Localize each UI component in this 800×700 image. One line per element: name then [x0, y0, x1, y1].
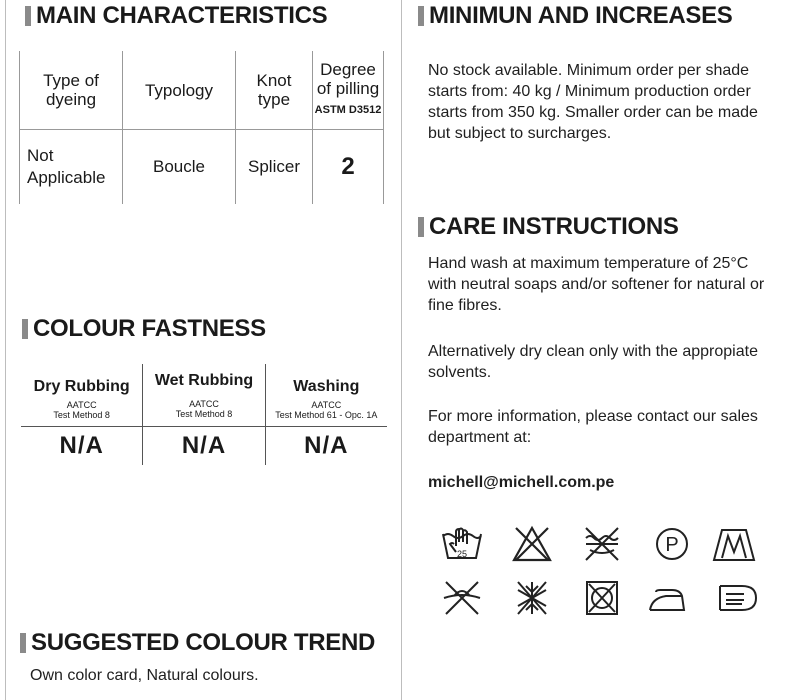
- fastness-dry-rubbing: Dry Rubbing AATCC Test Method 8 N/A: [21, 364, 142, 465]
- col-knot: Knot type: [236, 51, 313, 130]
- contact-email[interactable]: michell@michell.com.pe: [428, 474, 615, 491]
- colour-trend-heading: SUGGESTED COLOUR TREND: [20, 629, 375, 657]
- heading-bar: [22, 319, 28, 339]
- value-pilling: 2: [313, 130, 384, 205]
- no-steam-icon: [712, 524, 756, 564]
- fastness-value: N/A: [304, 432, 349, 459]
- iron-low-icon: [646, 578, 690, 618]
- care-heading: CARE INSTRUCTIONS: [418, 213, 679, 241]
- col-dyeing: Type of dyeing: [20, 51, 123, 130]
- minimum-text: No stock available. Minimum order per shade starts from: 40 kg / Minimum production order starts from 350 kg. Smaller order can be made but subject to surcharges.: [428, 62, 758, 142]
- colour-fastness-table: [21, 364, 387, 465]
- no-bleach-icon: [510, 524, 554, 564]
- minimum-heading: MINIMUN AND INCREASES: [418, 2, 733, 30]
- page-border-left: [5, 0, 6, 700]
- svg-text:P: P: [665, 534, 679, 556]
- fastness-value: N/A: [59, 432, 104, 459]
- hand-wash-icon: [440, 524, 484, 564]
- heading-bar: [25, 6, 31, 26]
- value-typology: Boucle: [123, 130, 236, 205]
- col-typology: Typology: [123, 51, 236, 130]
- value-knot: Splicer: [236, 130, 313, 205]
- care-paragraph-3: For more information, please contact our sales department at:: [428, 408, 758, 446]
- colour-trend-text: Own color card, Natural colours.: [30, 667, 259, 684]
- main-characteristics-table: [19, 51, 384, 204]
- colour-fastness-heading: COLOUR FASTNESS: [22, 315, 266, 343]
- heading-bar: [418, 6, 424, 26]
- care-paragraph-2: Alternatively dry clean only with the appropiate solvents.: [428, 343, 758, 381]
- no-dryer-icon: [580, 578, 624, 618]
- fastness-value: N/A: [181, 432, 227, 459]
- wet-clean-icon: [716, 578, 760, 618]
- no-hang-dry-icon: [440, 578, 484, 618]
- col-pilling: Degree of pilling ASTM D3512: [313, 51, 384, 130]
- fastness-wet-rubbing: Wet Rubbing AATCC Test Method 8 N/A: [142, 364, 264, 465]
- fastness-washing: Washing AATCC Test Method 61 - Opc. 1A N/A: [265, 364, 387, 465]
- pilling-standard: ASTM D3512: [314, 104, 382, 116]
- value-dyeing: Not Applicable: [20, 130, 123, 205]
- svg-text:25: 25: [456, 549, 468, 559]
- main-characteristics-heading: MAIN CHARACTERISTICS: [25, 2, 327, 30]
- heading-bar: [418, 217, 424, 237]
- care-paragraph-1: Hand wash at maximum temperature of 25°C with neutral soaps and/or softener for natural or fine fibres.: [428, 255, 765, 314]
- column-divider: [401, 0, 402, 700]
- heading-bar: [20, 633, 26, 653]
- no-wring-icon: [510, 578, 554, 618]
- no-tumble-dry-icon: [580, 524, 624, 564]
- dry-clean-p-icon: [650, 524, 694, 564]
